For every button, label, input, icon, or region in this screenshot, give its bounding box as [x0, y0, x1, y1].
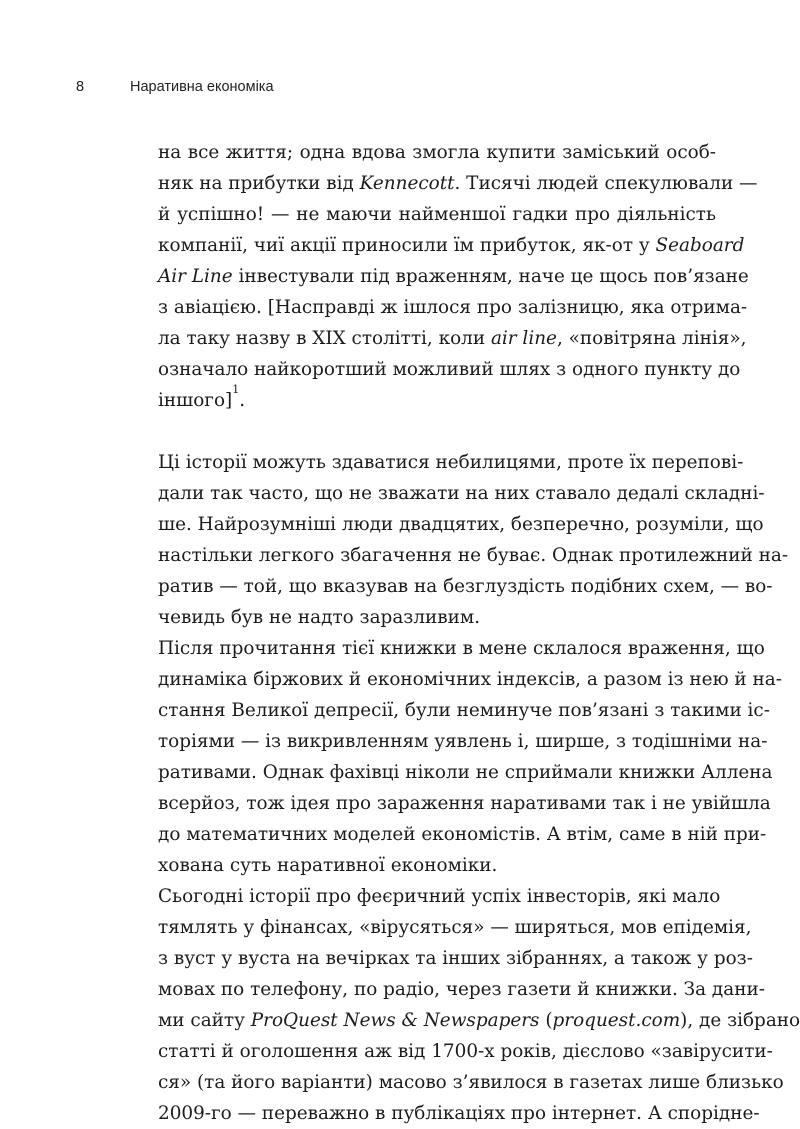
- running-title: Наративна економіка: [130, 79, 274, 95]
- text-line: й успішно! — не маючи найменшої гадки про діяльність: [158, 204, 716, 225]
- text-line: ся» (та його варіанти) масово з’явилося в газетах лише близько: [158, 1072, 784, 1093]
- italic-text: Seaboard: [655, 235, 745, 256]
- text-line: до математичних моделей економістів. А втім, саме в ній при-: [158, 824, 767, 845]
- italic-text: ProQuest News & Newspapers: [250, 1010, 540, 1031]
- quote-block: [158, 137, 758, 416]
- text-line: Ці історії можуть здаватися небилицями, проте їх перепові-: [158, 452, 744, 473]
- text-line: на все життя; одна вдова змогла купити заміський особ-: [158, 142, 716, 163]
- page-number: 8: [76, 79, 85, 95]
- text-line: іншого]$^1$.: [158, 383, 246, 411]
- text-line: стання Великої депресії, були неминуче пов’язані з такими іс-: [158, 700, 770, 721]
- text-line: ратив — той, що вказував на безглуздість подібних схем, — во-: [158, 576, 773, 597]
- paragraph: [158, 633, 782, 881]
- paragraph-gap: [158, 416, 716, 447]
- text-line: 2009-го — переважно в публікаціях про інтернет. А споріднe-: [158, 1103, 760, 1124]
- text-line: чевидь був не надто заразливим.: [158, 607, 481, 628]
- text-line: Після прочитання тієї книжки в мене склалося враження, що: [158, 638, 765, 659]
- text-line: ративами. Однак фахівці ніколи не сприймали книжки Аллена: [158, 762, 773, 783]
- text-line: няк на прибутки від Kennecott. Тисячі людей спекулювали —: [158, 173, 758, 194]
- footnote-ref: 1: [232, 383, 240, 396]
- text-line: ше. Найрозумніші люди двадцятих, безперечно, розуміли, що: [158, 514, 764, 535]
- text-line: статті й оголошення аж від 1700-х років, дієслово «завірусити-: [158, 1041, 773, 1062]
- paragraph: [158, 447, 789, 633]
- italic-text: proquest.com: [552, 1010, 681, 1031]
- text-line: торіями — із викривленням уявлень і, ширше, з тодішніми на-: [158, 731, 768, 752]
- paragraph: [158, 881, 800, 1129]
- italic-text: air line: [490, 328, 557, 349]
- text-line: компанії, чиї акції приносили їм прибуток, як-от у Seaboard: [158, 235, 745, 256]
- text-line: означало найкоротший можливий шлях з одного пункту до: [158, 359, 741, 380]
- body-text: [158, 137, 800, 1129]
- running-head: [76, 79, 274, 95]
- text-line: Air Line інвестували під враженням, наче це щось пов’язане: [158, 266, 749, 287]
- text-line: ми сайту ProQuest News & Newspapers (proquest.com), де зібрано: [158, 1010, 800, 1031]
- text-line: Сьогодні історії про феєричний успіх інвесторів, які мало: [158, 886, 721, 907]
- text-line: мовах по телефону, по радіо, через газети й книжки. За дани-: [158, 979, 765, 1000]
- italic-text: Kennecott: [359, 173, 455, 194]
- text-line: настільки легкого збагачення не буває. Однак протилежний на-: [158, 545, 789, 566]
- text-line: дали так часто, що не зважати на них ставало дедалі складні-: [158, 483, 765, 504]
- text-line: ла таку назву в XIX столітті, коли air line, «повітряна лінія»,: [158, 328, 747, 349]
- text-line: всерйоз, тож ідея про зараження наративами так і не увійшла: [158, 793, 771, 814]
- italic-text: Air Line: [158, 266, 233, 287]
- text-line: динаміка біржових й економічних індексів, а разом із нею й на-: [158, 669, 782, 690]
- text-line: з авіацією. [Насправді ж ішлося про залізницю, яка отрима-: [158, 297, 748, 318]
- text-line: з вуст у вуста на вечірках та інших зібраннях, а також у роз-: [158, 948, 753, 969]
- text-line: хована суть наративної економіки.: [158, 855, 498, 876]
- text-line: тямлять у фінансах, «вірусяться» — ширяться, мов епідемія,: [158, 917, 752, 938]
